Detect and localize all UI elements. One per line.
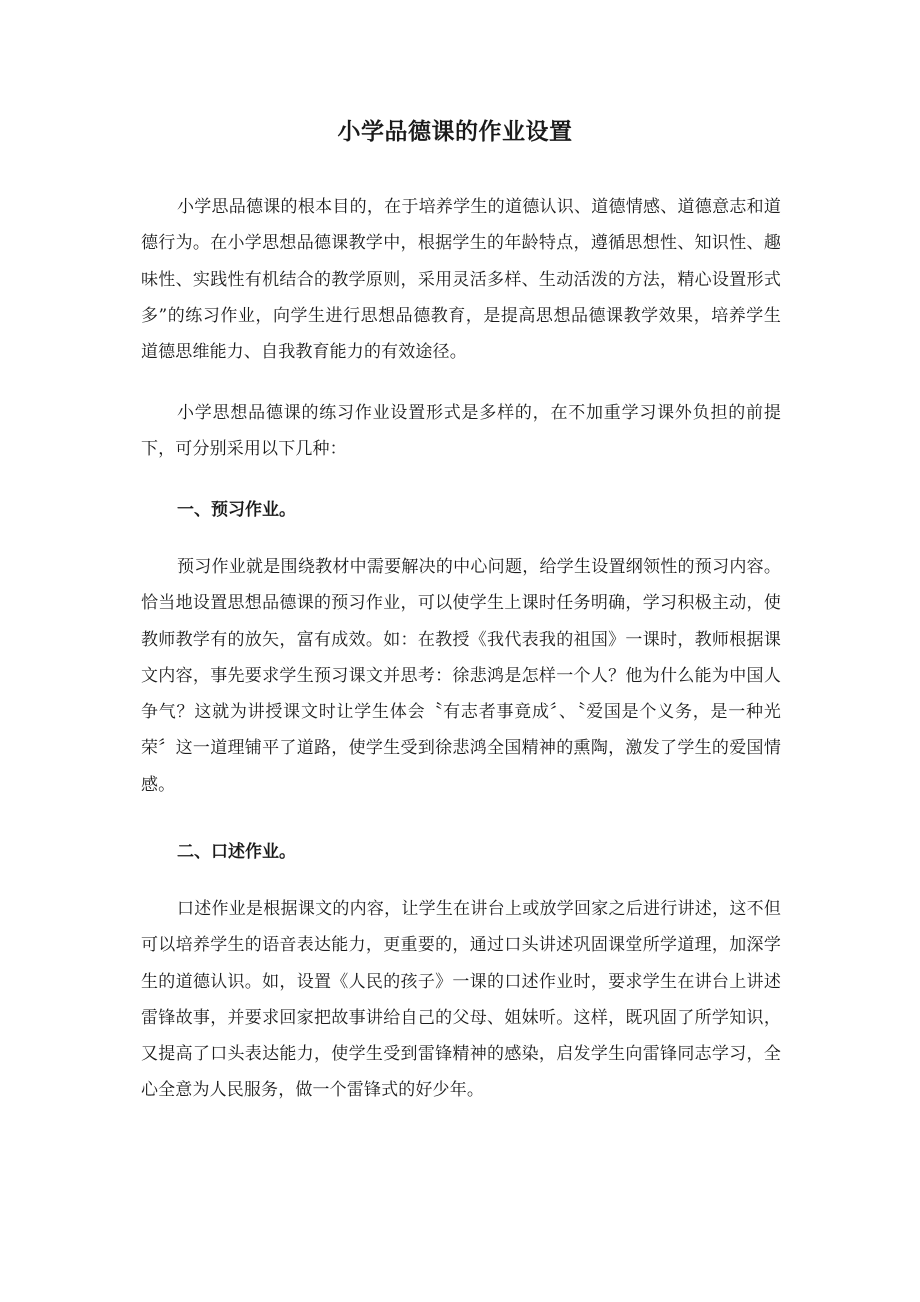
paragraph-forms: 小学思想品德课的练习作业设置形式是多样的，在不加重学习课外负担的前提下，可分别采用以下几种：: [141, 403, 781, 460]
document-title: 小学品德课的作业设置: [337, 118, 573, 145]
paragraph-oral-homework: 口述作业是根据课文的内容，让学生在讲台上或放学回家之后进行讲述，这不但可以培养学生的语音表达能力，更重要的，通过口头讲述巩固课堂所学道理，加深学生的道德认识。如，设置《人民的孩子》一课的口述作业时，要求学生在讲台上讲述雷锋故事，并要求回家把故事讲给自己的父母、姐妹听。这样，既巩固了所学知识，又提高了口头表达能力，使学生受到雷锋精神的感染，启发学生向雷锋同志学习，全心全意为人民服务，做一个雷锋式的好少年。: [141, 899, 781, 1101]
paragraph-preview-homework: 预习作业就是围绕教材中需要解决的中心问题，给学生设置纲领性的预习内容。恰当地设置思想品德课的预习作业，可以使学生上课时任务明确，学习积极主动，使教师教学有的放矢，富有成效。如：在教授《我代表我的祖国》一课时，教师根据课文内容，事先要求学生预习课文并思考：徐悲鸿是怎样一个人？他为什么能为中国人争气？这就为讲授课文时让学生体会〝有志者事竟成〞、〝爱国是个义务，是一种光荣〞这一道理铺平了道路，使学生受到徐悲鸿全国精神的熏陶，激发了学生的爱国情感。: [141, 557, 781, 795]
paragraph-intro: 小学思品德课的根本目的，在于培养学生的道德认识、道德情感、道德意志和道德行为。在小学思想品德课教学中，根据学生的年龄特点，遵循思想性、知识性、趣味性、实践性有机结合的教学原则，采用灵活多样、生动活泼的方法，精心设置形式多”的练习作业，向学生进行思想品德教育，是提高思想品德课教学效果，培养学生道德思维能力、自我教育能力的有效途径。: [141, 197, 781, 363]
section-heading-preview: 一、预习作业。: [177, 500, 296, 520]
section-heading-oral: 二、口述作业。: [177, 842, 296, 862]
